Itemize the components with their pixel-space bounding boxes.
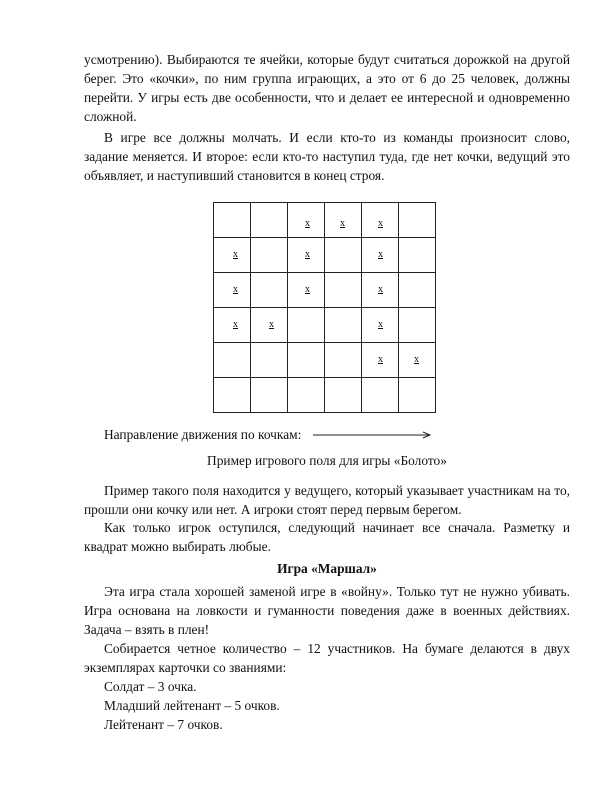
grid-cell [214,308,251,343]
grid-cell [251,308,288,343]
hummock-mark: x [305,284,310,295]
grid-cell [362,238,399,273]
grid-cell [399,273,436,308]
grid-cell [288,343,325,378]
paragraph-intro: усмотрению). Выбираются те ячейки, которые будут считаться дорожкой на другой берег. Это «кочки», по ним группа играющих, а это от 6 до 25 человек, должны перейти. У игры есть две особенности, что и делает ее интересной и одновременно сложной. [84,52,570,124]
hummock-mark: x [233,284,238,295]
rank-item: Солдат – 3 очка. [104,679,197,694]
grid-cell [325,308,362,343]
grid-cell [214,378,251,413]
hummock-mark: x [269,319,274,330]
hummock-mark: x [378,218,383,229]
rank-item: Лейтенант – 7 очков. [104,717,223,732]
hummock-mark: x [378,249,383,260]
grid-cell [251,203,288,238]
grid-cell [288,308,325,343]
grid-cell [325,273,362,308]
grid-cell [214,203,251,238]
hummock-mark: x [233,249,238,260]
paragraph-marshal-intro: Эта игра стала хорошей заменой игре в «войну». Только тут не нужно убивать. Игра основана на ловкости и гуманности поведения даже в военных действиях. Задача – взять в плен! [84,584,570,637]
grid-cell [288,273,325,308]
section-heading: Игра «Маршал» [277,561,377,576]
grid-cell [399,238,436,273]
hummock-mark: x [305,218,310,229]
grid-cell [288,238,325,273]
grid-cell [214,273,251,308]
grid-cell [399,378,436,413]
hummock-mark: x [378,354,383,365]
grid-caption: Пример игрового поля для игры «Болото» [207,453,447,468]
grid-cell [362,378,399,413]
grid-cell [251,273,288,308]
grid-cell [362,273,399,308]
hummock-mark: x [378,284,383,295]
grid-cell [251,343,288,378]
grid-cell [214,343,251,378]
grid-cell [399,308,436,343]
grid-cell [251,378,288,413]
grid-cell [399,343,436,378]
direction-label: Направление движения по кочкам: [104,427,302,442]
hummock-mark: x [233,319,238,330]
hummock-mark: x [305,249,310,260]
hummock-mark: x [340,218,345,229]
paragraph-restart: Как только игрок оступился, следующий начинает все сначала. Разметку и квадрат можно выбирать любые. [84,520,570,554]
grid-cell [362,308,399,343]
rank-item: Младший лейтенант – 5 очков. [104,698,280,713]
grid-cell [251,238,288,273]
grid-cell [214,238,251,273]
paragraph-marshal-setup: Собирается четное количество – 12 участников. На бумаге делаются в двух экземплярах карточки со званиями: [84,641,570,675]
grid-cell [325,343,362,378]
paragraph-rules: В игре все должны молчать. И если кто-то из команды произносит слово, задание меняется. И второе: если кто-то наступил туда, где нет кочки, ведущий это объявляет, и наступивший становится в конец строя. [84,130,570,183]
grid-cell [399,203,436,238]
hummock-mark: x [378,319,383,330]
grid-cell [325,238,362,273]
grid-cell [362,343,399,378]
grid-cell [288,203,325,238]
grid-cell [325,203,362,238]
direction-arrow-icon [313,430,433,440]
grid-cell [362,203,399,238]
swamp-game-grid [213,202,436,413]
paragraph-leader: Пример такого поля находится у ведущего, который указывает участникам на то, прошли они кочку или нет. А игроки стоят перед первым берегом. [84,483,570,517]
grid-cell [288,378,325,413]
grid-cell [325,378,362,413]
hummock-mark: x [414,354,419,365]
